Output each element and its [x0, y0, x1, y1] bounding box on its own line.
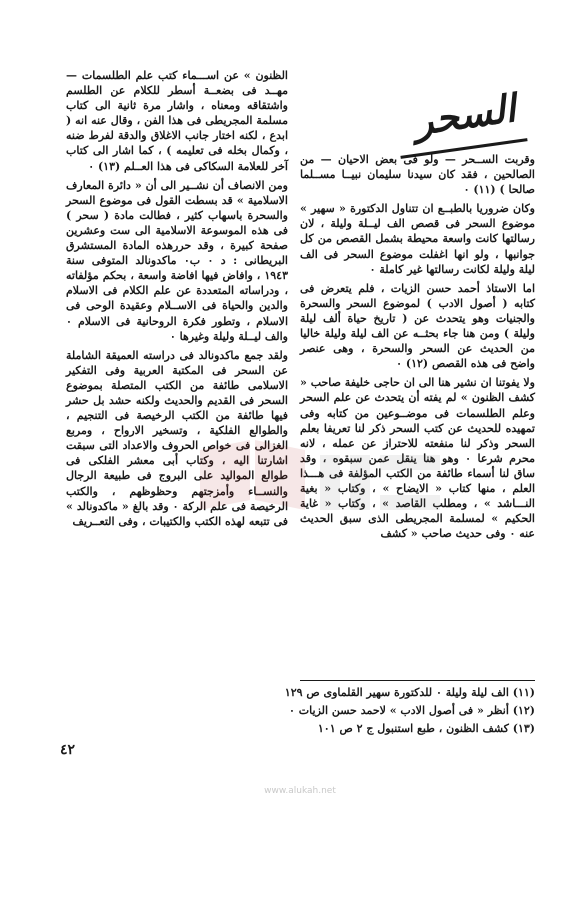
section-heading: السحر	[411, 86, 519, 144]
footnote: (١٣) كشف الظنون ، طبع استنبول ج ٢ ص ١٠١	[317, 722, 535, 735]
paragraph: اما الاستاذ أحمد حسن الزيات ، فلم يتعرض فى كتابه ( أصول الادب ) لموضوع السحر والسحرة والجنيات وهو يتحدث عن ( تاريخ حياة ألف ليلة وليلة ) ومن هنا جاء بحثــه عن الف ليلة وليلة خاليا من الحديث عن السحر والسحرة ، وهى عنصر واضح فى هذه القصص (١٢) ٠	[300, 281, 535, 371]
paragraph: ومن الانصاف أن نشــير الى أن « دائرة المعارف الاسلامية » قد بسطت القول فى موضوع السحر والسحرة باسهاب كثير ، فطالت مادة ( سحر ) فى هذه الموسوعة الاسلامية الى ست وعشرين صفحة كبيرة ، وقد حررهذه المادة المستشرق البريطانى : د ٠ ب٠ ماكدونالد المتوفى سنة ١٩٤٣ ، وافاض فيها افاضة واسعة ، بحكم مؤلفاته ، ودراساته المتعددة عن علم الكلام فى الاسلام والدين والحياة فى الاســلام وعقيدة الوحى فى الاسلام ، وتطور فكرة الروحانية فى الاسلام ٠ والف ليــلة وليلة وغيرها ٠	[66, 178, 288, 343]
paragraph: ولقد جمع ماكدونالد فى دراسته العميقة الشاملة عن السحر فى المكتبة العربية وفى التفكير الاسلامى طائفة من الكتب المتصلة بموضوع السحر فى القديم والحديث ولكنه حشد بل حشر فيها طائفة من الكتب الرخيصة فى التنجيم ، والطوالع الفلكية ، وتسخير الارواح ، ومربع الغزالى فى خواص الحروف والاعداد التى سبقت اشارتنا اليه ، وكتاب أبى معشر الفلكى فى طوالع المواليد على البروج فى طبيعة الرجال والنســاء وأمزجتهم وحظوظهم ، والكتب الرخيصة فى علم الركة ٠ وقد بالغ « ماكدونالد » فى تتبعه لهذه الكتب والكتيبات ، وفى التعــريف	[66, 348, 289, 528]
footnotes	[230, 684, 535, 738]
paragraph: وقربت الســحر — ولو فى بعض الاحيان — من الصالحين ، فقد كان سيدنا سليمان نبيــا مســلما صالحا ) (١١) ٠	[300, 153, 535, 197]
page-number: ٤٢	[60, 742, 76, 758]
footnote-divider	[300, 680, 535, 681]
footnote: (١١) الف ليلة وليلة ٠ للدكتورة سهير القلماوى ص ١٢٩	[284, 686, 535, 699]
paragraph: وكان ضروريا بالطبــع ان تتناول الدكتورة « سهير » موضوع السحر فى قصص الف ليــلة وليلة ، لان رسالتها كانت واسعة محيطة بشمل القصص من كل جوانبها ، ولو انها اغفلت موضوع السحر فى الف ليلة وليلة لكانت رسالتها غير كاملة ٠	[300, 202, 535, 276]
paragraph: الظنون » عن اســـماء كتب علم الطلسمات — مهــد فى بضعــة أسطر للكلام عن الطلسم واشتقاقه ومعناه ، واشار مرة ثانية الى كتاب مسلمة المجريطى فى هذا الفن ، وقال عنه انه ( ابدع ، لكنه اختار جانب الاغلاق والدقة لفرط ضنه ، وكمال بخله فى تعليمه ) ، كما اشار الى كتاب آخر للعلامة السكاكى فى هذا العــلم (١٣) ٠	[66, 69, 288, 173]
watermark-url: www.alukah.net	[264, 786, 336, 796]
right-column	[300, 152, 535, 545]
left-column	[66, 68, 288, 533]
footnote: (١٢) أنظر « فى أصول الادب » لاحمد حسن الزيات ٠	[289, 704, 535, 717]
paragraph: ولا يفوتنا ان نشير هنا الى ان حاجى خليفة صاحب « كشف الظنون » لم يفته أن يتحدث عن علم السحر وعلم الطلسمات فى موضــوعين من كتابه وفى تمهيده للحديث عن كتب السحر ذكر لنا تعريفا بعلم السحر وذكر لنا منفعته للاحتراز عن عمله ، لانه محرم شرعا ٠ وهو هنا ينقل عمن سبقوه ، وقد ساق لنا أسماء طائفة من الكتب المؤلفة فى هـــذا العلم ، منها كتاب « الايضاح » ، وكتاب « بغية النـــاشد » ، ومطلب القاصد » ، وكتاب « غاية الحكيم » لمسلمة المجريطى الذى سبق الحديث عنه ٠ وفى حديث صاحب « كشف	[299, 376, 535, 541]
